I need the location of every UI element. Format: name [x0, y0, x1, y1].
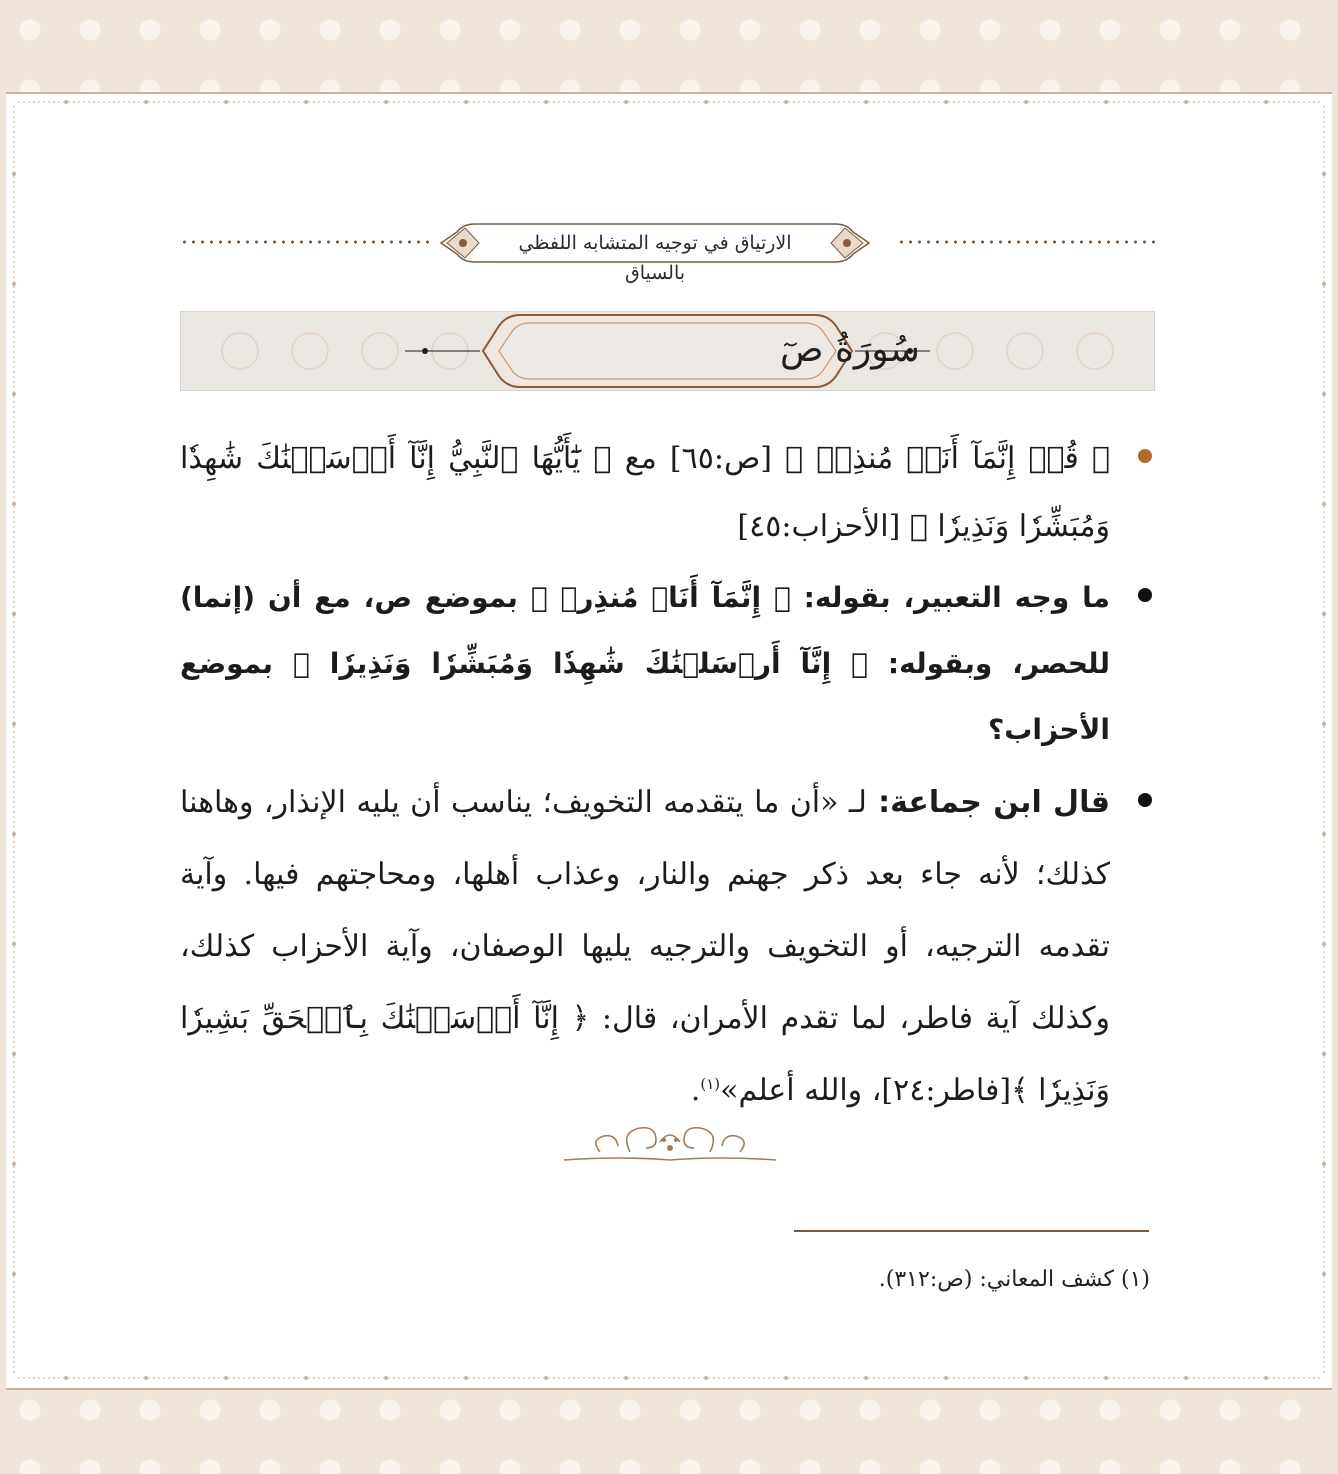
- quran-verse: ﴿ إِنَّآ أَرۡسَلۡنَٰكَ بِٱلۡحَقِّ بَشِيرٗا وَنَذِيرٗا ﴾: [180, 1001, 1110, 1108]
- question-text: ما وجه التعبير، بقوله:: [790, 581, 1110, 614]
- header-dots-right: [897, 240, 1155, 244]
- quran-verse: ﴿ إِنَّمَآ أَنَا۠ مُنذِرٞ ﴾: [530, 581, 791, 614]
- bullet-icon: [1138, 793, 1152, 807]
- speaker-label: قال ابن جماعة:: [866, 785, 1110, 820]
- item-paragraph: [180, 425, 1110, 561]
- sentence-end: .: [690, 1073, 701, 1108]
- verse-reference: [ص:٦٥] مع: [611, 441, 786, 476]
- surah-title-banner: [180, 311, 1155, 391]
- footnote-separator: [794, 1230, 1149, 1232]
- bullet-icon: [1138, 449, 1152, 463]
- question-text: بموضع ص، مع أن (إنما) للحصر، وبقوله:: [180, 581, 1110, 680]
- quote-text: لـ «أن ما يتقدمه التخويف؛ يناسب أن يليه الإنذار، وهاهنا كذلك؛ لأنه جاء بعد ذكر جهنم والنار، وعذاب أهلها، ومحاجتهم فيها. وآية تقدمه الترجيه، أو التخويف والترجيه يليها الوصفان، وآية الأحزاب كذلك، وكذلك آية فاطر، لما تقدم الأمران، قال:: [180, 785, 1110, 1036]
- main-text: [180, 425, 1110, 1127]
- footnote: (١) كشف المعاني: (ص:٣١٢).: [878, 1267, 1150, 1292]
- surah-name: سُورَةُ صٓ: [780, 329, 920, 370]
- list-item: [180, 565, 1110, 763]
- section-divider-ornament: [560, 1112, 780, 1172]
- quote-text: [فاطر:٢٤]، والله أعلم»: [720, 1073, 1012, 1108]
- quran-verse: ﴿ يَٰٓأَيُّهَا ٱلنَّبِيُّ إِنَّآ أَرۡسَلۡنَٰكَ شَٰهِدٗا وَمُبَشِّرٗا وَنَذِيرٗا ﴾: [180, 441, 1110, 544]
- surah-banner-frame: [180, 311, 1155, 391]
- bullet-icon: [1138, 588, 1152, 602]
- list-item: [180, 425, 1110, 561]
- quran-verse: ﴿ إِنَّآ أَرۡسَلۡنَٰكَ شَٰهِدٗا وَمُبَشِّرٗا وَنَذِيرٗا ﴾: [293, 647, 868, 680]
- verse-reference: [الأحزاب:٤٥]: [737, 509, 910, 544]
- header-dots-left: [180, 240, 432, 244]
- header-title: الارتياق في توجيه المتشابه اللفظي بالسياق: [518, 232, 792, 284]
- running-header: [180, 218, 1155, 284]
- item-paragraph: [180, 565, 1110, 763]
- question-text: بموضع الأحزاب؟: [180, 647, 1110, 746]
- footnote-marker: (١): [700, 1075, 721, 1093]
- quran-verse: ﴿ قُلۡ إِنَّمَآ أَنَا۠ مُنذِرٞ ﴾: [785, 441, 1110, 476]
- list-item: [180, 767, 1110, 1127]
- item-paragraph: [180, 767, 1110, 1127]
